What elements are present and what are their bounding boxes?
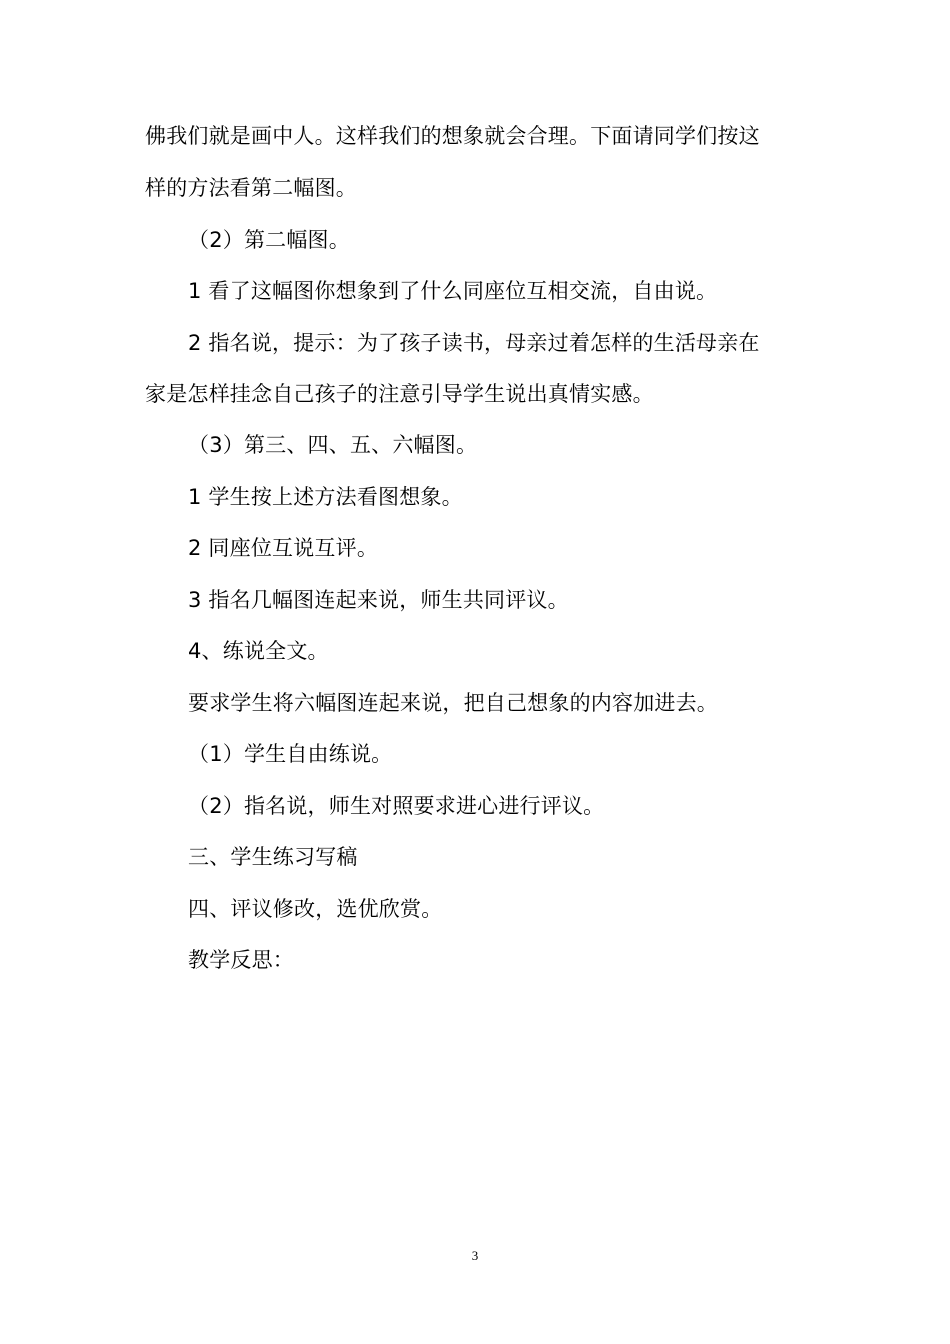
paragraph-line-6: 家是怎样挂念自己孩子的注意引导学生说出真情实感。 [145,382,654,406]
paragraph-line-9: 2 同座位互说互评。 [188,536,379,560]
paragraph-line-17: 教学反思： [188,948,294,972]
paragraph-line-13: （1）学生自由练说。 [188,742,393,766]
paragraph-line-2: 样的方法看第二幅图。 [145,176,357,200]
paragraph-line-10: 3 指名几幅图连起来说，师生共同评议。 [188,588,569,612]
paragraph-line-8: 1 学生按上述方法看图想象。 [188,485,463,509]
paragraph-line-15: 三、学生练习写稿 [188,845,358,869]
paragraph-line-11: 4、练说全文。 [188,639,329,663]
paragraph-line-14: （2）指名说，师生对照要求进心进行评议。 [188,794,605,818]
paragraph-line-4: 1 看了这幅图你想象到了什么同座位互相交流，自由说。 [188,279,718,303]
paragraph-line-3: （2）第二幅图。 [188,228,350,252]
paragraph-line-7: （3）第三、四、五、六幅图。 [188,433,478,457]
page-number: 3 [471,1248,479,1263]
paragraph-line-5: 2 指名说，提示：为了孩子读书，母亲过着怎样的生活母亲在 [188,331,760,355]
paragraph-line-1: 佛我们就是画中人。这样我们的想象就会合理。下面请同学们按这 [145,124,760,148]
paragraph-line-16: 四、评议修改，选优欣赏。 [188,897,443,921]
paragraph-line-12: 要求学生将六幅图连起来说，把自己想象的内容加进去。 [188,691,718,715]
